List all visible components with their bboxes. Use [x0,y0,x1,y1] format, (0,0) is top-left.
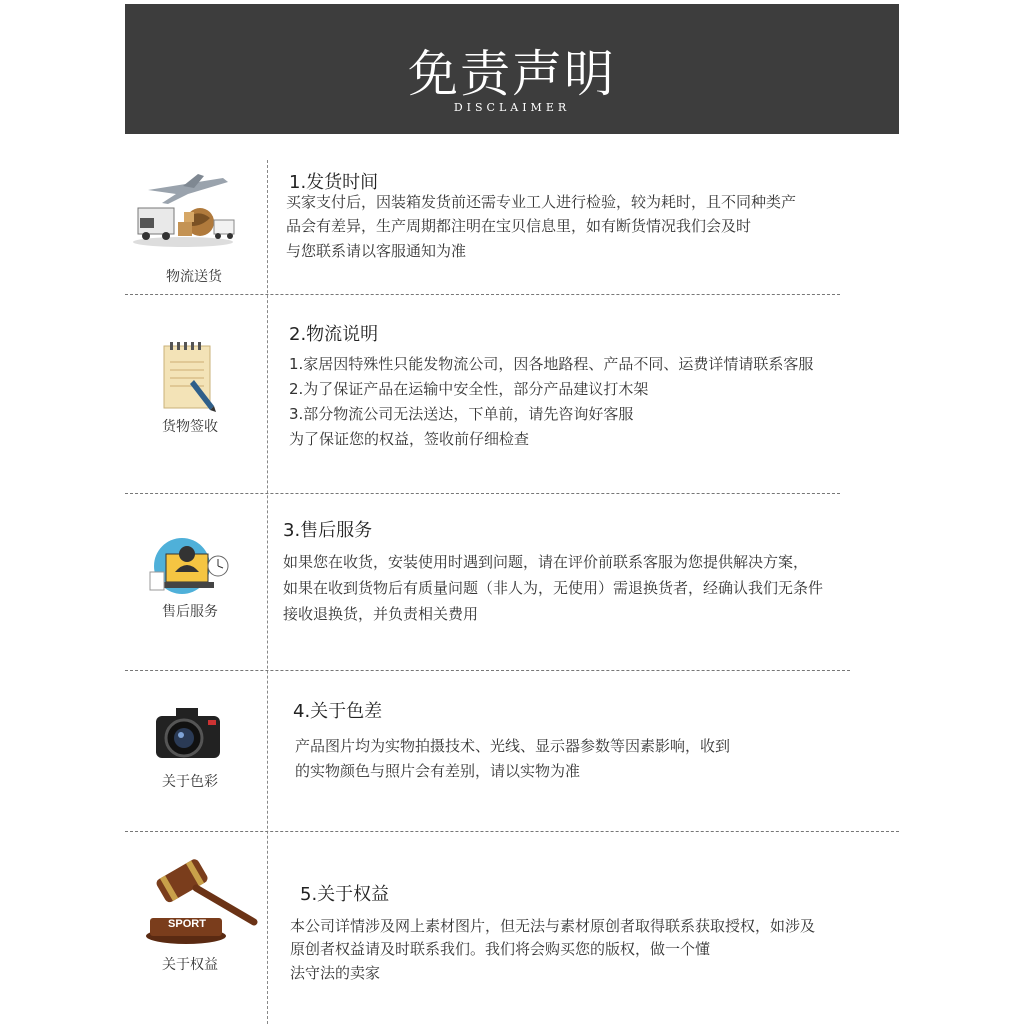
section-divider [125,493,840,494]
section-text-line: 原创者权益请及时联系我们。我们将会购买您的版权，做一个懂 [290,940,711,958]
section-text-line: 2.为了保证产品在运输中安全性，部分产品建议打木架 [289,380,649,398]
notepad-icon [160,340,220,419]
section-text-line: 产品图片均为实物拍摄技术、光线、显示器参数等因素影响，收到 [295,737,731,755]
page-subtitle: DISCLAIMER [453,101,571,114]
section-text-line: 品会有差异，生产周期都注明在宝贝信息里，如有断货情况我们会及时 [286,217,752,235]
section-text-line: 买家支付后，因装箱发货前还需专业工人进行检验，较为耗时，且不同种类产 [286,193,797,211]
section-divider [125,670,850,671]
section-text-line: 本公司详情涉及网上素材图片，但无法与素材原创者取得联系获取授权，如涉及 [290,917,816,935]
customer-service-icon [148,532,233,601]
section-text-line: 与您联系请以客服通知为准 [286,242,467,260]
icon-label-after-sales: 售后服务 [162,604,218,620]
section-text-line: 为了保证您的权益，签收前仔细检查 [289,430,530,448]
icon-label-rights: 关于权益 [162,957,218,973]
section-text-line: 的实物颜色与照片会有差别，请以实物为准 [295,762,581,780]
icon-label-logistics: 物流送货 [166,269,222,285]
section-title-shipping-time: 1.发货时间 [289,172,379,193]
section-text-line: 如果在收到货物后有质量问题（非人为，无使用）需退换货者，经确认我们无条件 [283,579,824,597]
section-text-line: 接收退换货，并负责相关费用 [283,605,479,623]
section-title-color-difference: 4.关于色差 [293,701,383,722]
section-divider [125,294,840,295]
gavel-icon [142,850,262,950]
sport-badge: SPORT [168,918,206,930]
section-title-logistics-info: 2.物流说明 [289,324,379,345]
header-banner [125,4,899,134]
section-title-after-sales: 3.售后服务 [283,520,373,541]
logistics-icon [128,170,238,254]
section-divider [125,831,899,832]
camera-icon [152,702,224,768]
section-text-line: 如果您在收货，安装使用时遇到问题，请在评价前联系客服为您提供解决方案， [283,553,809,571]
section-text-line: 法守法的卖家 [290,964,381,982]
page-title: 免责声明 [408,45,616,103]
icon-label-color: 关于色彩 [162,774,218,790]
section-title-rights: 5.关于权益 [300,884,390,905]
section-text-line: 3.部分物流公司无法送达，下单前，请先咨询好客服 [289,405,634,423]
section-text-line: 1.家居因特殊性只能发物流公司，因各地路程、产品不同、运费详情请联系客服 [289,355,814,373]
icon-label-receipt: 货物签收 [162,419,218,435]
vertical-divider [267,160,268,1024]
